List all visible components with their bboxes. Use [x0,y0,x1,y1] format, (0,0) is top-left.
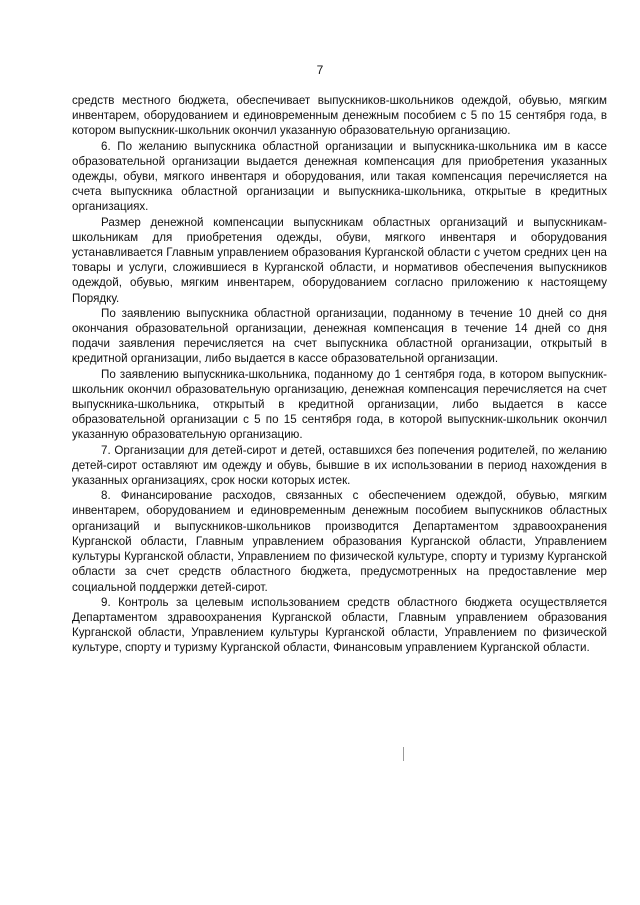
page-number: 7 [316,63,324,77]
document-body [72,93,607,656]
paragraph-continuation: средств местного бюджета, обеспечивает выпускников-школьников одеждой, обувью, мягким инвентарем, оборудованием и единовременным денежным пособием с 5 по 15 сентября года, в котором выпускник-школьник окончил указанную образовательную организацию. [72,94,607,138]
paragraph-item-8: 8. Финансирование расходов, связанных с обеспечением одеждой, обувью, мягким инвентарем, оборудованием и единовременным денежным пособием выпускников областных организаций и выпускников-школьников производится Департаментом здравоохранения Курганской области, Главным управлением образования Курганской области, Управлением культуры Курганской области, Управлением по физической культуре, спорту и туризму Курганской области за счет средств областного бюджета, предусмотренных на предоставление мер социальной поддержки детей-сирот. [72,489,607,594]
paragraph-item-6: 6. По желанию выпускника областной организации и выпускника-школьника им в кассе образовательной организации выдается денежная компенсация для приобретения указанных одежды, обуви, мягкого инвентаря и оборудования, или такая компенсация перечисляется на счета выпускника областной организации и выпускника-школьника, открытые в кредитных организациях. [72,139,607,214]
paragraph-item-7: 7. Организации для детей-сирот и детей, оставшихся без попечения родителей, по желанию детей-сирот оставляют им одежду и обувь, бывшие в их использовании в период нахождения в указанных организациях, срок носки которых истек. [72,443,607,488]
scan-artifact-mark [403,747,404,761]
paragraph-compensation-amount: Размер денежной компенсации выпускникам областных организаций и выпускникам-школьникам для приобретения одежды, обуви, мягкого инвентаря и оборудования устанавливается Главным управлением образования Курганской области с учетом средних цен на товары и услуги, сложившиеся в Курганской области, и нормативов обеспечения выпускников одеждой, обувью, мягким инвентарем, оборудованием согласно приложению к настоящему Порядку. [72,215,607,305]
paragraph-regional-graduate-application: По заявлению выпускника областной организации, поданному в течение 10 дней со дня окончания образовательной организации, денежная компенсация в течение 14 дней со дня подачи заявления перечисляется на счет выпускника областной организации, открытый в кредитной организации, либо выдается в кассе образовательной организации. [72,306,607,366]
paragraph-school-graduate-application: По заявлению выпускника-школьника, поданному до 1 сентября года, в котором выпускник-школьник окончил образовательную организацию, денежная компенсация перечисляется на счет выпускника-школьника, открытый в кредитной организации, либо выдается в кассе образовательной организации с 5 по 15 сентября года, в которой выпускник-школьник окончил указанную образовательную организацию. [72,367,607,442]
paragraph-item-9: 9. Контроль за целевым использованием средств областного бюджета осуществляется Департаментом здравоохранения Курганской области, Главным управлением образования Курганской области, Управлением культуры Курганской области, Управлением по физической культуре, спорту и туризму Курганской области, Финансовым управлением Курганской области. [72,595,607,655]
